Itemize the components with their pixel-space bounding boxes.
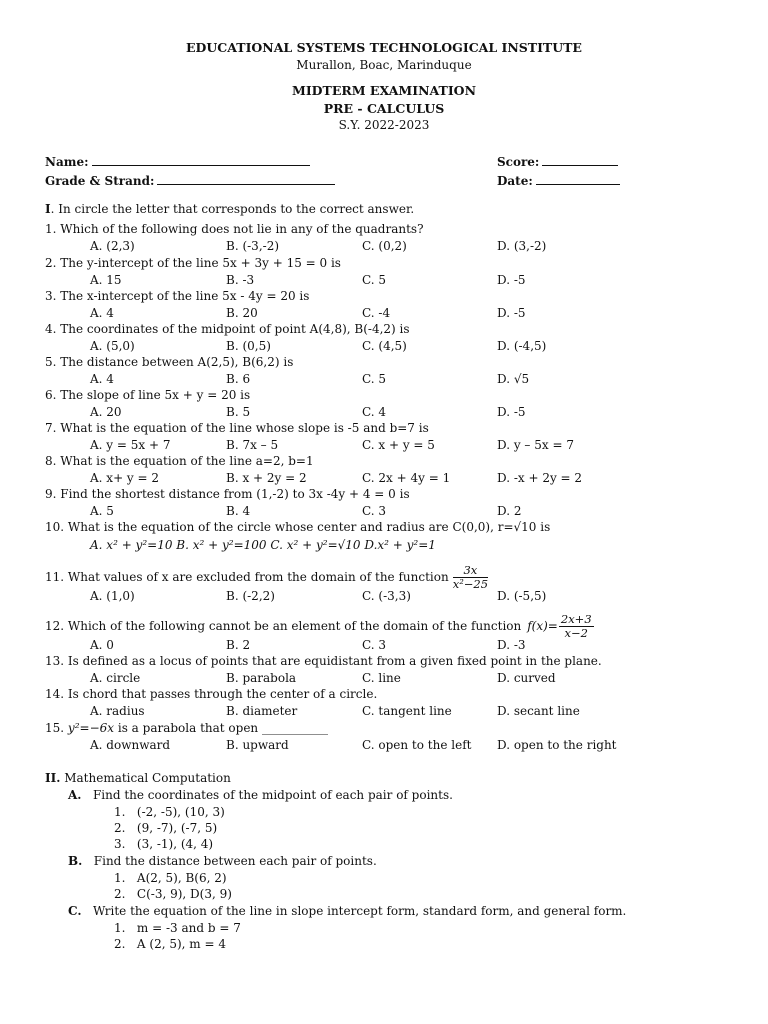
item-text: A (2, 5), m = 4 <box>136 937 226 951</box>
score-blank[interactable] <box>542 153 618 166</box>
option-c[interactable]: C. 3 <box>362 504 387 518</box>
function-label: f(x)= <box>527 619 558 633</box>
option-b[interactable]: B. 20 <box>226 306 258 320</box>
option-d[interactable]: D. (3,-2) <box>497 239 547 253</box>
question-text: 4. The coordinates of the midpoint of point A(4,8), B(-4,2) is <box>45 322 410 336</box>
question-7-options <box>0 438 768 455</box>
option-a[interactable]: A. circle <box>90 671 141 685</box>
group-text: Write the equation of the line in slope intercept form, standard form, and general form. <box>92 904 627 918</box>
group-letter: B. <box>68 854 83 868</box>
option-a[interactable]: A. (5,0) <box>90 339 135 353</box>
question-8-options <box>0 471 768 488</box>
question-11 <box>0 556 768 590</box>
question-9 <box>0 487 768 504</box>
part1-instruction <box>0 202 768 219</box>
score-field[interactable] <box>497 153 618 169</box>
fraction-denominator: x²−25 <box>452 577 489 591</box>
option-d[interactable]: D. (-5,5) <box>497 589 547 603</box>
group-text: Find the distance between each pair of points. <box>93 854 377 868</box>
option-c[interactable]: C. (4,5) <box>362 339 407 353</box>
score-label: Score: <box>497 155 540 169</box>
options-line[interactable]: A. x² + y²=10 B. x² + y²=100 C. x² + y²=√10 D.x² + y²=1 <box>90 538 436 552</box>
option-d[interactable]: D. -5 <box>497 273 526 287</box>
option-b[interactable]: B. 6 <box>226 372 251 386</box>
option-d[interactable]: D. open to the right <box>497 738 617 752</box>
item-text: C(-3, 9), D(3, 9) <box>136 887 232 901</box>
option-c[interactable]: C. 5 <box>362 273 387 287</box>
option-b[interactable]: B. 2 <box>226 638 251 652</box>
question-14-options <box>0 704 768 721</box>
question-text: 9. Find the shortest distance from (1,-2) to 3x -4y + 4 = 0 is <box>45 487 410 501</box>
item-text: A(2, 5), B(6, 2) <box>136 871 227 885</box>
date-blank[interactable] <box>536 172 620 185</box>
option-c[interactable]: C. tangent line <box>362 704 452 718</box>
question-3-options <box>0 306 768 323</box>
option-b[interactable]: B. (0,5) <box>226 339 271 353</box>
question-text: 3. The x-intercept of the line 5x - 4y = 20 is <box>45 289 310 303</box>
question-5 <box>0 355 768 372</box>
option-b[interactable]: B. (-3,-2) <box>226 239 280 253</box>
option-d[interactable]: D. -x + 2y = 2 <box>497 471 583 485</box>
group-c-heading <box>68 904 626 918</box>
question-10-options <box>0 538 768 555</box>
list-item <box>114 837 213 851</box>
option-c[interactable]: C. open to the left <box>362 738 472 752</box>
option-a[interactable]: A. 4 <box>90 306 114 320</box>
grade-strand-label: Grade & Strand: <box>45 174 155 188</box>
question-text: 7. What is the equation of the line whose slope is -5 and b=7 is <box>45 421 429 435</box>
item-number: 2. <box>114 887 126 901</box>
part1-instruction-text: . In circle the letter that corresponds to the correct answer. <box>50 202 415 216</box>
name-label: Name: <box>45 155 89 169</box>
item-number: 2. <box>114 821 126 835</box>
question-text: 5. The distance between A(2,5), B(6,2) is <box>45 355 294 369</box>
fraction <box>453 564 488 591</box>
fraction-numerator: 2x+3 <box>560 612 592 626</box>
option-c[interactable]: C. (-3,3) <box>362 589 411 603</box>
question-6-options <box>0 405 768 422</box>
item-number: 1. <box>114 921 126 935</box>
name-field[interactable] <box>45 153 310 169</box>
question-4 <box>0 322 768 339</box>
item-number: 2. <box>114 937 126 951</box>
option-b[interactable]: B. -3 <box>226 273 255 287</box>
option-d[interactable]: D. curved <box>497 671 556 685</box>
list-item <box>114 887 232 901</box>
question-15 <box>0 721 768 738</box>
group-a-heading <box>68 788 453 802</box>
question-13-options <box>0 671 768 688</box>
date-label: Date: <box>497 174 533 188</box>
question-text: is a parabola that open ___________ <box>117 721 328 735</box>
option-a[interactable]: A. x+ y = 2 <box>90 471 160 485</box>
group-text: Find the coordinates of the midpoint of each pair of points. <box>92 788 453 802</box>
option-d[interactable]: D. -3 <box>497 638 526 652</box>
subject-title: PRE - CALCULUS <box>323 101 445 116</box>
option-b[interactable]: B. 7x – 5 <box>226 438 279 452</box>
question-1 <box>0 222 768 239</box>
option-d[interactable]: D. √5 <box>497 372 530 386</box>
question-2 <box>0 256 768 273</box>
item-number: 1. <box>114 871 126 885</box>
option-d[interactable]: D. -5 <box>497 405 526 419</box>
question-text: 14. Is chord that passes through the center of a circle. <box>45 687 378 701</box>
option-a[interactable]: A. downward <box>90 738 171 752</box>
option-d[interactable]: D. y – 5x = 7 <box>497 438 574 452</box>
question-text: 2. The y-intercept of the line 5x + 3y + 15 = 0 is <box>45 256 341 270</box>
group-letter: A. <box>68 788 82 802</box>
question-5-options <box>0 372 768 389</box>
option-b[interactable]: B. 4 <box>226 504 251 518</box>
grade-strand-field[interactable] <box>45 172 335 188</box>
option-a[interactable]: A. y = 5x + 7 <box>90 438 171 452</box>
item-text: (9, -7), (-7, 5) <box>136 821 218 835</box>
list-item <box>114 937 226 951</box>
part2-heading <box>45 771 231 785</box>
question-text: 8. What is the equation of the line a=2, b=1 <box>45 454 314 468</box>
question-text: 12. Which of the following cannot be an element of the domain of the function <box>45 619 522 633</box>
option-c[interactable]: C. -4 <box>362 306 391 320</box>
option-c[interactable]: C. 3 <box>362 638 387 652</box>
name-blank[interactable] <box>92 153 310 166</box>
option-a[interactable]: A. radius <box>90 704 145 718</box>
exam-title: MIDTERM EXAMINATION <box>292 83 476 98</box>
question-7 <box>0 421 768 438</box>
grade-strand-blank[interactable] <box>157 172 335 185</box>
group-b-heading <box>68 854 377 868</box>
parabola-equation: y²=−6x <box>67 721 115 735</box>
list-item <box>114 921 241 935</box>
part1-numeral: I <box>45 202 51 216</box>
option-c[interactable]: C. (0,2) <box>362 239 407 253</box>
option-c[interactable]: C. 4 <box>362 405 387 419</box>
question-14 <box>0 687 768 704</box>
part2-numeral: II. <box>45 771 61 785</box>
option-c[interactable]: C. 2x + 4y = 1 <box>362 471 451 485</box>
question-text: 10. What is the equation of the circle whose center and radius are C(0,0), r=√10 is <box>45 520 551 534</box>
date-field[interactable] <box>497 172 620 188</box>
question-4-options <box>0 339 768 356</box>
option-a[interactable]: A. 20 <box>90 405 122 419</box>
item-number: 3. <box>114 837 126 851</box>
option-b[interactable]: B. upward <box>226 738 289 752</box>
school-address: Murallon, Boac, Marinduque <box>296 58 472 72</box>
question-6 <box>0 388 768 405</box>
option-b[interactable]: B. parabola <box>226 671 297 685</box>
item-text: (3, -1), (4, 4) <box>136 837 214 851</box>
option-a[interactable]: A. (2,3) <box>90 239 135 253</box>
question-text: 1. Which of the following does not lie in any of the quadrants? <box>45 222 424 236</box>
option-a[interactable]: A. 4 <box>90 372 114 386</box>
part2-title: Mathematical Computation <box>64 771 231 785</box>
option-c[interactable]: C. x + y = 5 <box>362 438 435 452</box>
fraction-numerator: 3x <box>453 564 488 578</box>
fraction-denominator: x−2 <box>564 626 588 640</box>
question-12-options <box>0 638 768 655</box>
option-b[interactable]: B. 5 <box>226 405 251 419</box>
list-item <box>114 805 225 819</box>
option-b[interactable]: B. diameter <box>226 704 298 718</box>
question-text: 13. Is defined as a locus of points that are equidistant from a given fixed point in the plane. <box>45 654 602 668</box>
question-text: 6. The slope of line 5x + y = 20 is <box>45 388 251 402</box>
option-b[interactable]: B. x + 2y = 2 <box>226 471 307 485</box>
option-d[interactable]: D. (-4,5) <box>497 339 547 353</box>
school-name: EDUCATIONAL SYSTEMS TECHNOLOGICAL INSTITUTE <box>186 40 582 55</box>
group-letter: C. <box>68 904 82 918</box>
question-8 <box>0 454 768 471</box>
fraction <box>559 613 594 640</box>
list-item <box>114 821 217 835</box>
option-a[interactable]: A. (1,0) <box>90 589 135 603</box>
question-1-options <box>0 239 768 256</box>
option-d[interactable]: D. secant line <box>497 704 580 718</box>
question-text: 11. What values of x are excluded from the domain of the function <box>45 570 449 584</box>
option-a[interactable]: A. 0 <box>90 638 114 652</box>
question-15-options <box>0 738 768 755</box>
school-year: S.Y. 2022-2023 <box>338 118 430 132</box>
item-number: 1. <box>114 805 126 819</box>
option-a[interactable]: A. 5 <box>90 504 114 518</box>
question-12 <box>0 603 768 640</box>
option-a[interactable]: A. 15 <box>90 273 122 287</box>
question-10 <box>0 520 768 537</box>
question-2-options <box>0 273 768 290</box>
list-item <box>114 871 227 885</box>
question-3 <box>0 289 768 306</box>
question-9-options <box>0 504 768 521</box>
option-b[interactable]: B. (-2,2) <box>226 589 275 603</box>
question-13 <box>0 654 768 671</box>
item-text: m = -3 and b = 7 <box>136 921 241 935</box>
option-d[interactable]: D. -5 <box>497 306 526 320</box>
option-d[interactable]: D. 2 <box>497 504 522 518</box>
option-c[interactable]: C. line <box>362 671 401 685</box>
item-text: (-2, -5), (10, 3) <box>136 805 225 819</box>
question-number: 15. <box>45 721 65 735</box>
option-c[interactable]: C. 5 <box>362 372 387 386</box>
